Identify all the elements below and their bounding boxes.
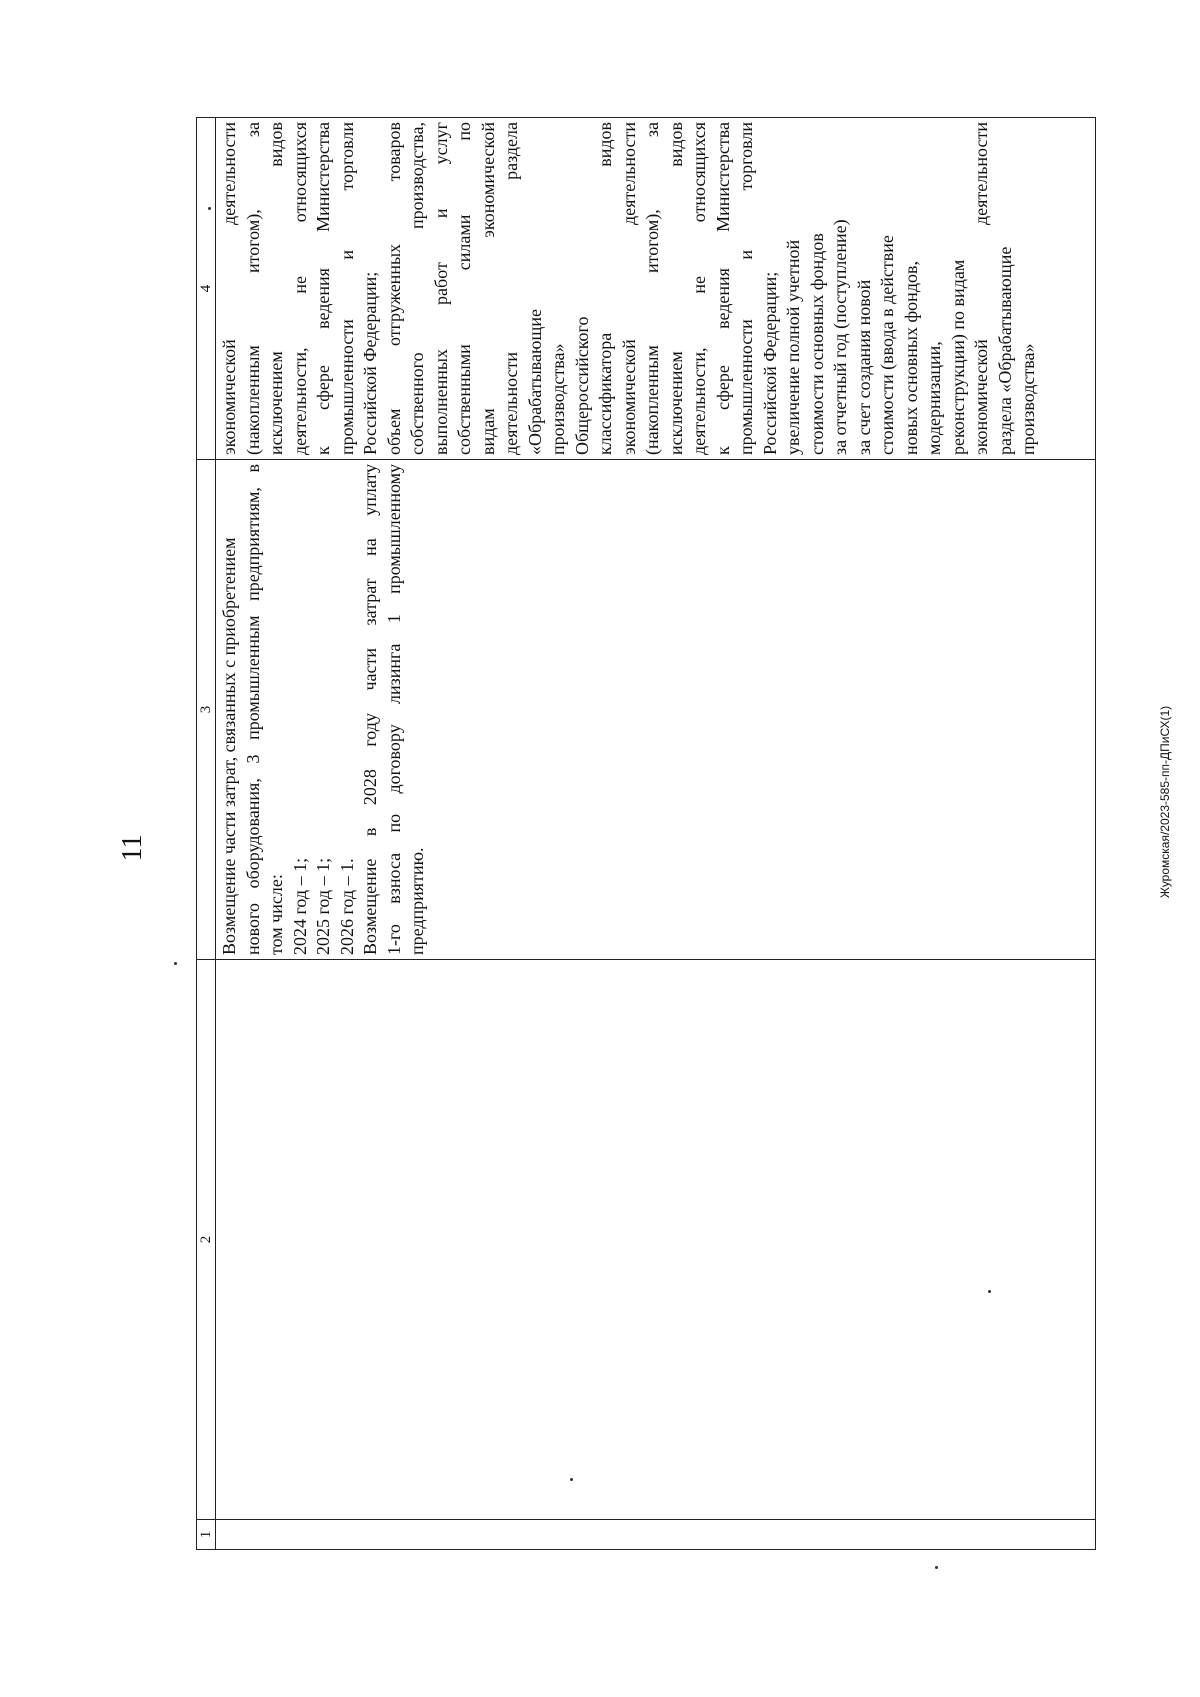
- col4-line: экономической деятельности: [618, 122, 639, 455]
- col3-line: Возмещение части затрат, связанных с приобретением: [219, 537, 239, 955]
- col3-line: 2026 год – 1.: [336, 858, 357, 955]
- header-row: [197, 118, 216, 1550]
- col4-line: «Обрабатывающие: [524, 309, 545, 455]
- col4-line: собственного производства,: [407, 122, 427, 455]
- col4-line: производства»: [548, 343, 568, 455]
- col4-line: увеличение полной учетной: [783, 239, 803, 455]
- col4-line: деятельности, не относящихся: [289, 122, 310, 455]
- col4-line: экономической деятельности: [971, 122, 991, 455]
- document-code: Журомская/2023-585-пп-ДПиСХ(1): [1158, 705, 1172, 899]
- scan-speck: [570, 1478, 573, 1481]
- col4-line: Российской Федерации;: [759, 271, 780, 455]
- col4-line: производства»: [1018, 343, 1038, 455]
- col4-line: раздела «Обрабатывающие: [994, 246, 1015, 455]
- col4-line: реконструкции) по видам: [947, 259, 968, 455]
- col4-line: деятельности раздела: [501, 122, 521, 455]
- col3-line: 2025 год – 1;: [313, 857, 333, 955]
- scan-speck: [174, 962, 177, 965]
- col4-line: классификатора видов: [595, 122, 615, 455]
- table-container: [196, 118, 1096, 1550]
- col4-line: выполненных работ и услуг: [430, 122, 451, 455]
- rotated-table-frame: [196, 118, 1096, 1550]
- col4-line: собственными силами по: [454, 122, 474, 455]
- col3-line: 2024 год – 1;: [289, 857, 310, 955]
- scan-speck: [208, 207, 211, 210]
- page-number: 11: [117, 834, 148, 862]
- col3-line: нового оборудования, 3 промышленным предприятиям, в: [242, 464, 263, 955]
- col4-line: промышленности и торговли: [736, 122, 756, 455]
- header-col-1: 1: [197, 1520, 216, 1550]
- scan-speck: [988, 1290, 991, 1293]
- program-table: [196, 117, 1096, 1550]
- col4-line: (накопленным итогом), за: [242, 122, 263, 455]
- col4-line: объем отгруженных товаров: [383, 122, 404, 455]
- col3-line: Возмещение в 2028 году части затрат на уплату: [360, 464, 380, 955]
- col3-line: 1-го взноса по договору лизинга 1 промышленному: [383, 464, 404, 955]
- col4-line: деятельности, не относящихся: [689, 122, 709, 455]
- header-col-4: 4: [197, 118, 216, 460]
- col4-line: к сфере ведения Министерства: [712, 122, 733, 455]
- col4-line: за отчетный год (поступление): [830, 219, 850, 455]
- col4-line: исключением видов: [665, 122, 686, 455]
- cell-col-4: [216, 118, 1096, 460]
- col4-line: стоимости основных фондов: [806, 233, 827, 455]
- col3-line: том числе:: [266, 874, 286, 955]
- col4-line: Российской Федерации;: [360, 271, 380, 455]
- header-col-3: 3: [197, 460, 216, 960]
- col3-line: предприятию.: [407, 847, 427, 955]
- cell-col-3: [216, 460, 1096, 960]
- col4-line: исключением видов: [266, 122, 286, 455]
- col4-line: промышленности и торговли: [336, 122, 357, 455]
- header-col-2: 2: [197, 960, 216, 1520]
- cell-col-1: [216, 1520, 1096, 1550]
- col4-line: экономической деятельности: [219, 122, 239, 455]
- cell-col-2: [216, 960, 1096, 1520]
- col4-line: Общероссийского: [571, 316, 592, 455]
- col4-line: новых основных фондов,: [900, 261, 921, 455]
- col4-line: модернизации,: [924, 341, 944, 455]
- table-row: [216, 118, 1096, 1550]
- col4-line: стоимости (ввода в действие: [877, 235, 897, 455]
- scan-speck: [935, 1566, 938, 1569]
- col4-line: видам экономической: [477, 122, 498, 455]
- col4-line: к сфере ведения Министерства: [313, 122, 333, 455]
- col4-line: (накопленным итогом), за: [642, 122, 662, 455]
- col4-line: за счет создания новой: [853, 279, 874, 455]
